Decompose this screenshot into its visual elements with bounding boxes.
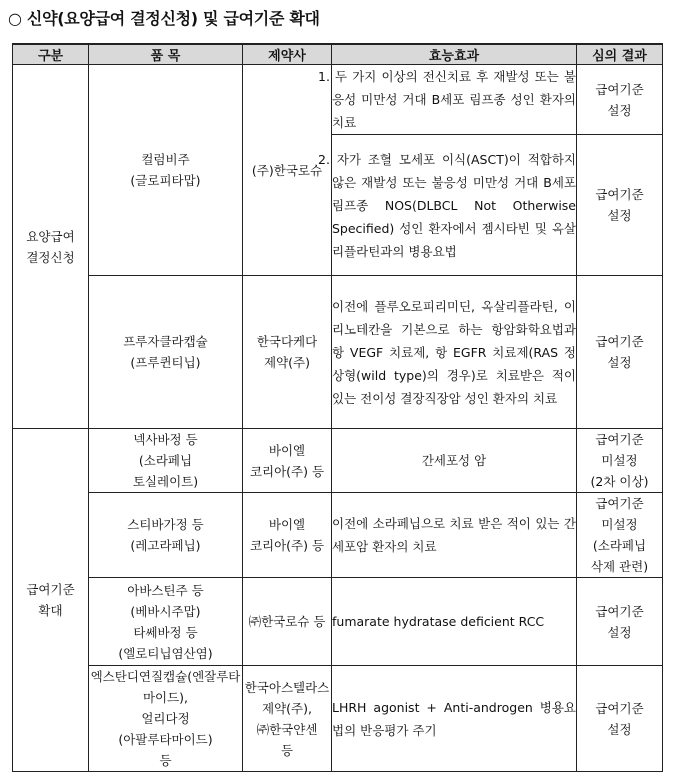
header-category: 구분 bbox=[13, 44, 89, 65]
header-item: 품 목 bbox=[89, 44, 243, 65]
table-row bbox=[13, 666, 663, 772]
efficacy-cell: fumarate hydratase deficient RCC bbox=[332, 578, 577, 666]
efficacy-cell: 이전에 소라페닙으로 치료 받은 적이 있는 간세포암 환자의 치료 bbox=[332, 493, 577, 578]
table-row bbox=[13, 429, 663, 493]
item-cell: 넥사바정 등 (소라페닙 토실레이트) bbox=[89, 429, 243, 493]
result-cell: 급여기준 설정 bbox=[577, 135, 663, 276]
result-cell: 급여기준 미설정 (2차 이상) bbox=[577, 429, 663, 493]
item-cell: 엑스탄디연질캡슐(엔잘루타마이드), 얼리다정 (아팔루타마이드) 등 bbox=[89, 666, 243, 772]
result-cell: 급여기준 설정 bbox=[577, 578, 663, 666]
maker-cell: 한국아스텔라스제약(주), ㈜한국얀센 등 bbox=[243, 666, 332, 772]
section-category: 요양급여 결정신청 bbox=[13, 65, 89, 429]
maker-cell: 한국다케다 제약(주) bbox=[243, 276, 332, 429]
efficacy-cell: 이전에 플루오로피리미딘, 옥살리플라틴, 이리노테칸을 기본으로 하는 항암화학요법과 항 VEGF 치료제, 항 EGFR 치료제(RAS 정상형(wild type)의 경우)로 치료받은 적이 있는 전이성 결장직장암 성인 환자의 치료 bbox=[332, 276, 577, 429]
item-cell: 스티바가정 등 (레고라페닙) bbox=[89, 493, 243, 578]
efficacy-cell: 2. 자가 조혈 모세포 이식(ASCT)이 적합하지 않은 재발성 또는 불응성 미만성 거대 B세포 림프종 NOS(DLBCL Not Otherwise Specified) 성인 환자에서 젬시타빈 및 옥살리플라틴과의 병용요법 bbox=[332, 135, 577, 276]
result-cell: 급여기준 미설정 (소라페닙 삭제 관련) bbox=[577, 493, 663, 578]
item-cell: 아바스틴주 등 (베바시주맙) 타쎄바정 등 (엘로티닙염산염) bbox=[89, 578, 243, 666]
maker-cell: ㈜한국로슈 등 bbox=[243, 578, 332, 666]
efficacy-cell: 간세포성 암 bbox=[332, 429, 577, 493]
header-efficacy: 효능효과 bbox=[332, 44, 577, 65]
item-cell: 프루자클라캡슐 (프루퀸티닙) bbox=[89, 276, 243, 429]
maker-cell: (주)한국로슈 bbox=[243, 65, 332, 276]
efficacy-cell: LHRH agonist + Anti-androgen 병용요법의 반응평가 주기 bbox=[332, 666, 577, 772]
result-cell: 급여기준 설정 bbox=[577, 666, 663, 772]
item-cell: 컬럼비주 (글로피타맙) bbox=[89, 65, 243, 276]
header-maker: 제약사 bbox=[243, 44, 332, 65]
maker-cell: 바이엘 코리아(주) 등 bbox=[243, 429, 332, 493]
result-cell: 급여기준 설정 bbox=[577, 276, 663, 429]
decision-table bbox=[12, 43, 663, 772]
page-title: ○ 신약(요양급여 결정신청) 및 급여기준 확대 bbox=[8, 9, 320, 28]
table-row bbox=[13, 65, 663, 135]
efficacy-cell: 1. 두 가지 이상의 전신치료 후 재발성 또는 불응성 미만성 거대 B세포 림프종 성인 환자의 치료 bbox=[332, 65, 577, 135]
table-row bbox=[13, 493, 663, 578]
section-category: 급여기준 확대 bbox=[13, 429, 89, 772]
table-row bbox=[13, 578, 663, 666]
table-row bbox=[13, 276, 663, 429]
maker-cell: 바이엘 코리아(주) 등 bbox=[243, 493, 332, 578]
header-result: 심의 결과 bbox=[577, 44, 663, 65]
table-header-row bbox=[13, 44, 663, 65]
result-cell: 급여기준 설정 bbox=[577, 65, 663, 135]
